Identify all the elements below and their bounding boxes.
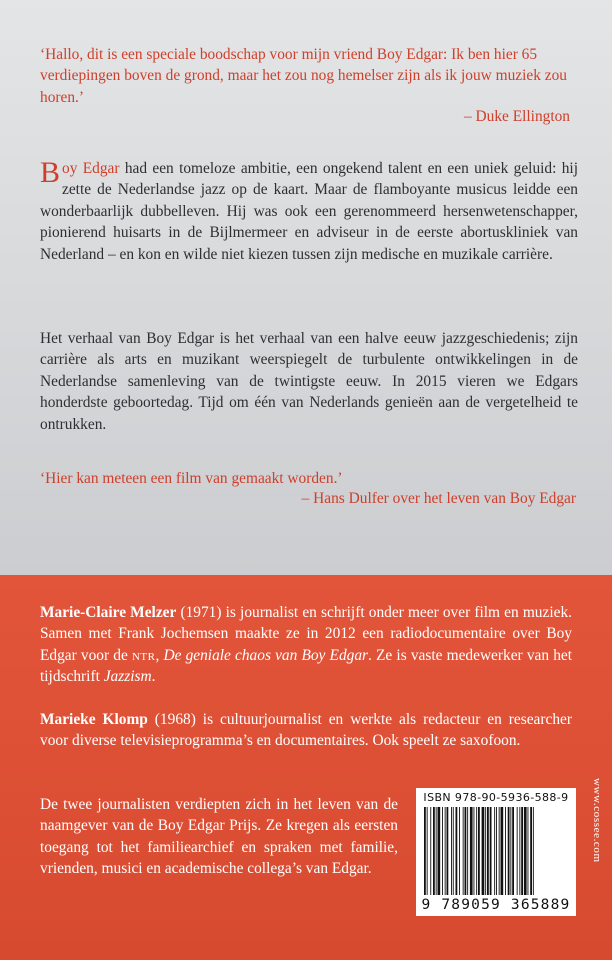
author-bio-klomp	[40, 709, 572, 752]
closing-quote-attribution: – Hans Dulfer over het leven van Boy Edgar	[301, 490, 576, 507]
opening-quote: ‘Hallo, dit is een speciale boodschap voor mijn vriend Boy Edgar: Ik ben hier 65 verdiepingen boven de grond, maar het zou nog hemelser zijn als ik jouw muziek zou horen.’	[40, 46, 567, 106]
intro-text: had een tomeloze ambitie, een ongekend talent en een uniek geluid: hij zette de Nederlandse jazz op de kaart. Maar de flamboyante musicus leidde een wonderbaarlijk dubbelleven. Hij was ook een gerenommeerd hersenwetenschapper, pionierend huisarts in de Bijlmermeer en adviseur in de eerste abortuskliniek van Nederland – en kon en wilde niet kiezen tussen zijn medische en muzikale carrière.	[40, 160, 578, 263]
barcode-bar	[530, 807, 532, 895]
broadcaster-name: ntr	[131, 646, 156, 664]
barcode-bar	[519, 807, 520, 895]
bio-comma: ,	[155, 646, 164, 664]
closing-quote: ‘Hier kan meteen een film van gemaakt worden.’	[40, 470, 343, 487]
bio-text: (1971) is journalist en schrijft onder meer over film en muziek. Samen met Frank Jochemsen maakte ze in 2012 een radiodocumentaire over Boy Edgar voor de	[40, 604, 572, 664]
barcode-bars	[422, 807, 570, 897]
barcode-bar	[445, 807, 446, 895]
barcode-bar	[490, 807, 492, 895]
barcode-bar	[470, 807, 473, 895]
barcode-bar	[482, 807, 485, 895]
barcode-bar	[501, 807, 504, 895]
barcode-bar	[430, 807, 431, 895]
author-name-klomp: Marieke Klomp	[40, 711, 148, 728]
barcode-bar	[494, 807, 495, 895]
history-paragraph: Het verhaal van Boy Edgar is het verhaal van een halve eeuw jazzgeschiedenis; zijn carrière als arts en muzikant weerspiegelt de turbulente ontwikkelingen in de Nederlandse samenleving van de twintigste eeuw. In 2015 vieren we Edgars honderdste geboortedag. Tijd om één van Nederlands genieën aan de vergetelheid te ontrukken.	[40, 330, 578, 433]
barcode-bar	[496, 807, 497, 895]
barcode-bar	[442, 807, 443, 895]
barcode-bar	[528, 807, 529, 895]
documentary-title: De geniale chaos van Boy Edgar	[163, 646, 369, 664]
intro-paragraph	[40, 158, 578, 265]
barcode-bar	[453, 807, 454, 895]
barcode-bar	[510, 807, 511, 895]
bio-end: .	[151, 668, 156, 686]
name-highlight: oy Edgar	[62, 160, 120, 177]
barcode-bar	[467, 807, 468, 895]
bio-text: . Ze is vaste medewerker van het tijdschrift	[40, 646, 572, 686]
isbn-barcode	[416, 788, 576, 916]
barcode-bar	[478, 807, 480, 895]
barcode-bar	[436, 807, 437, 895]
publisher-website: www.cossee.com	[591, 778, 603, 863]
magazine-title: Jazzism	[103, 668, 152, 686]
research-paragraph: De twee journalisten verdiepten zich in het leven van de naamgever van de Boy Edgar Prijs. Ze kregen als eersten toegang tot het familiearchief en spraken met familie, vrienden, musici en academische collega’s van Edgar.	[40, 796, 398, 878]
barcode-bar	[433, 807, 435, 895]
drop-cap: B	[40, 156, 61, 189]
barcode-bar	[474, 807, 475, 895]
barcode-bar	[485, 807, 486, 895]
barcode-bar	[451, 807, 452, 895]
barcode-bar	[499, 807, 500, 895]
barcode-bar	[427, 807, 428, 895]
barcode-bar	[508, 807, 510, 895]
barcode-bar	[438, 807, 441, 895]
barcode-bar	[424, 807, 426, 895]
barcode-bar	[524, 807, 527, 895]
barcode-bar	[533, 807, 534, 895]
barcode-bar	[465, 807, 467, 895]
barcode-bar	[456, 807, 458, 895]
author-name-melzer: Marie-Claire Melzer	[40, 604, 177, 621]
barcode-bar	[487, 807, 489, 895]
barcode-bar	[463, 807, 464, 895]
barcode-bar	[517, 807, 518, 895]
barcode-bar	[521, 807, 523, 895]
barcode-bar	[476, 807, 477, 895]
barcode-bar	[512, 807, 514, 895]
barcode-bar	[459, 807, 460, 895]
author-bio-melzer	[40, 602, 572, 688]
bio-text: (1968) is cultuurjournalist en werkte als redacteur en researcher voor diverse televisieprogramma’s en documentaires. Ook speelt ze saxofoon.	[40, 711, 572, 750]
barcode-bar	[505, 807, 506, 895]
barcode-bar	[447, 807, 449, 895]
isbn-label: ISBN 978-90-5936-588-9	[423, 791, 569, 804]
opening-quote-attribution: – Duke Ellington	[463, 108, 570, 125]
barcode-digits: 9 789059 365889	[421, 897, 571, 913]
